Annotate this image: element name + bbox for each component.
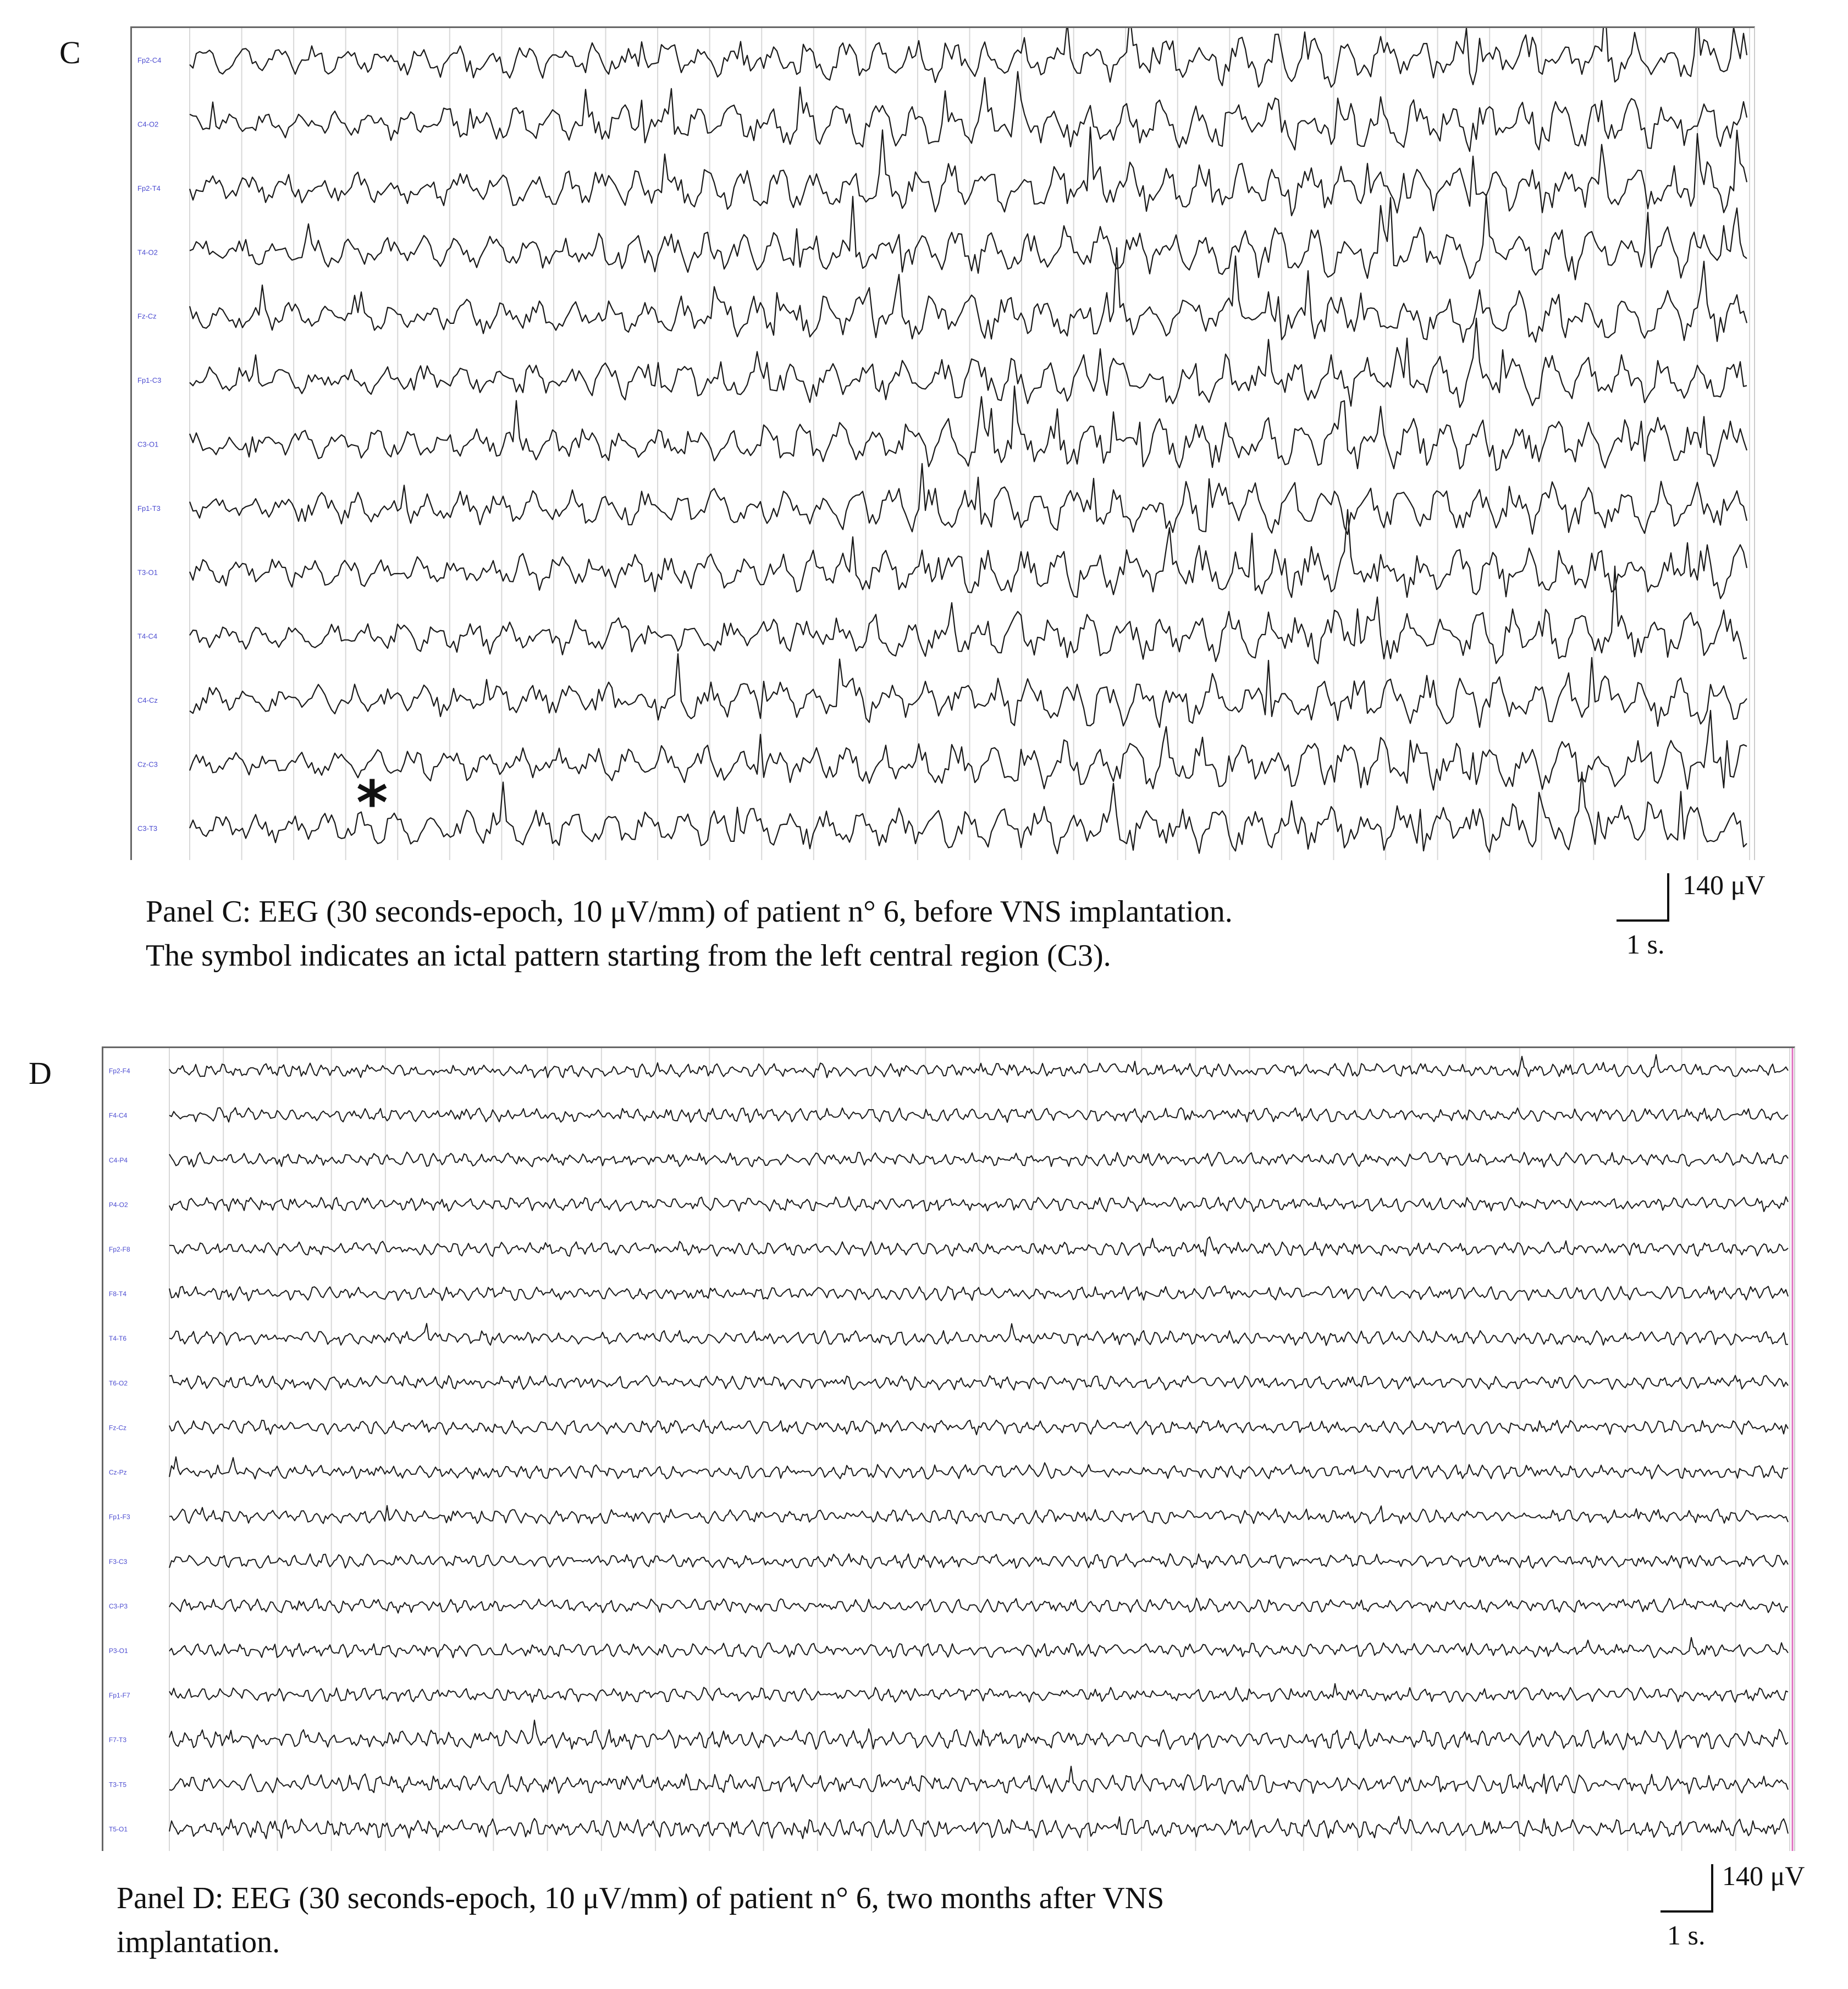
panel-c-letter: C bbox=[59, 35, 81, 70]
channel-label: T3-T5 bbox=[109, 1781, 127, 1789]
channel-label: C3-P3 bbox=[109, 1602, 128, 1610]
panel-d-time-label: 1 s. bbox=[1667, 1920, 1706, 1951]
channel-label: Fp2-F8 bbox=[109, 1246, 130, 1253]
panel-d-letter: D bbox=[29, 1055, 52, 1091]
channel-label: T6-O2 bbox=[109, 1379, 128, 1387]
panel-c-caption-line2: The symbol indicates an ictal pattern starting from the left central region (C3). bbox=[146, 939, 1111, 973]
channel-label: F7-T3 bbox=[109, 1736, 127, 1744]
eeg-trace bbox=[169, 1684, 1788, 1703]
panel-d-eeg-traces bbox=[103, 1048, 1794, 1851]
channel-label: Cz-Pz bbox=[109, 1468, 127, 1476]
panel-c-eeg-traces bbox=[132, 28, 1754, 860]
panel-d-amplitude-bar bbox=[1711, 1864, 1713, 1913]
eeg-trace bbox=[190, 248, 1747, 343]
channel-label: C3-T3 bbox=[137, 824, 158, 833]
channel-label: Fp2-C4 bbox=[137, 56, 162, 65]
panel-c-scale-bar bbox=[1617, 869, 1814, 961]
eeg-trace bbox=[169, 1553, 1788, 1568]
channel-label: C3-O1 bbox=[137, 440, 159, 449]
eeg-trace bbox=[190, 28, 1747, 87]
panel-c-time-bar bbox=[1617, 919, 1669, 922]
channel-label: T3-O1 bbox=[137, 568, 158, 577]
eeg-trace bbox=[169, 1375, 1788, 1390]
channel-label: F8-T4 bbox=[109, 1290, 127, 1298]
channel-label: P3-O1 bbox=[109, 1647, 128, 1655]
eeg-trace bbox=[169, 1152, 1788, 1167]
channel-label: Cz-C3 bbox=[137, 760, 158, 769]
panel-d-caption bbox=[117, 1876, 1164, 1964]
panel-d-eeg bbox=[102, 1046, 1795, 1851]
channel-label: T4-C4 bbox=[137, 632, 158, 641]
eeg-trace bbox=[169, 1506, 1788, 1524]
eeg-trace bbox=[169, 1720, 1788, 1750]
panel-d-caption-line2: implantation. bbox=[117, 1925, 280, 1959]
channel-label: C4-O2 bbox=[137, 120, 159, 129]
channel-label: Fp1-C3 bbox=[137, 376, 162, 385]
eeg-trace bbox=[169, 1766, 1788, 1794]
channel-label: Fp1-T3 bbox=[137, 504, 161, 513]
panel-c-amplitude-label: 140 μV bbox=[1682, 869, 1766, 900]
channel-label: T4-O2 bbox=[137, 248, 158, 257]
eeg-trace bbox=[169, 1324, 1788, 1346]
channel-label: Fz-Cz bbox=[109, 1424, 126, 1432]
channel-label: T5-O1 bbox=[109, 1825, 128, 1833]
channel-label: Fp1-F3 bbox=[109, 1513, 130, 1521]
eeg-trace bbox=[190, 127, 1747, 216]
channel-label: Fp2-T4 bbox=[137, 184, 161, 192]
panel-d-scale-bar bbox=[1661, 1860, 1842, 1952]
eeg-trace bbox=[169, 1108, 1788, 1122]
channel-label: P4-O2 bbox=[109, 1200, 128, 1209]
eeg-trace bbox=[190, 386, 1747, 470]
eeg-trace bbox=[190, 566, 1747, 664]
eeg-trace bbox=[169, 1055, 1788, 1078]
eeg-trace bbox=[169, 1197, 1788, 1212]
ictal-onset-marker: * bbox=[356, 768, 388, 838]
eeg-trace bbox=[169, 1816, 1788, 1838]
panel-c-caption bbox=[146, 890, 1233, 978]
channel-label: Fz-Cz bbox=[137, 312, 157, 321]
eeg-trace bbox=[169, 1457, 1788, 1479]
channel-label: F4-C4 bbox=[109, 1111, 128, 1120]
eeg-trace bbox=[190, 510, 1747, 599]
eeg-trace bbox=[169, 1420, 1788, 1435]
eeg-trace bbox=[190, 318, 1747, 407]
panel-d-time-bar bbox=[1661, 1910, 1713, 1913]
panel-d-caption-line1: Panel D: EEG (30 seconds-epoch, 10 μV/mm) of patient n° 6, two months after VNS bbox=[117, 1881, 1165, 1915]
eeg-trace bbox=[190, 71, 1747, 151]
panel-c-caption-line1: Panel C: EEG (30 seconds-epoch, 10 μV/mm) of patient n° 6, before VNS implantation. bbox=[146, 895, 1233, 929]
eeg-trace bbox=[169, 1286, 1788, 1301]
channel-label: F3-C3 bbox=[109, 1557, 128, 1566]
channel-label: C4-P4 bbox=[109, 1156, 128, 1164]
panel-c-amplitude-bar bbox=[1667, 873, 1669, 922]
eeg-trace bbox=[169, 1598, 1788, 1613]
channel-label: Fp2-F4 bbox=[109, 1067, 130, 1075]
eeg-trace bbox=[169, 1237, 1788, 1256]
channel-label: T4-T6 bbox=[109, 1335, 127, 1343]
channel-label: Fp1-F7 bbox=[109, 1692, 130, 1700]
panel-d-amplitude-label: 140 μV bbox=[1722, 1860, 1805, 1891]
eeg-trace bbox=[169, 1638, 1788, 1658]
eeg-trace bbox=[190, 654, 1747, 728]
channel-label: C4-Cz bbox=[137, 696, 158, 705]
eeg-trace bbox=[190, 710, 1747, 790]
eeg-trace bbox=[190, 464, 1747, 535]
panel-c-time-label: 1 s. bbox=[1626, 929, 1665, 960]
panel-c-eeg bbox=[130, 26, 1755, 860]
eeg-trace bbox=[190, 195, 1747, 280]
